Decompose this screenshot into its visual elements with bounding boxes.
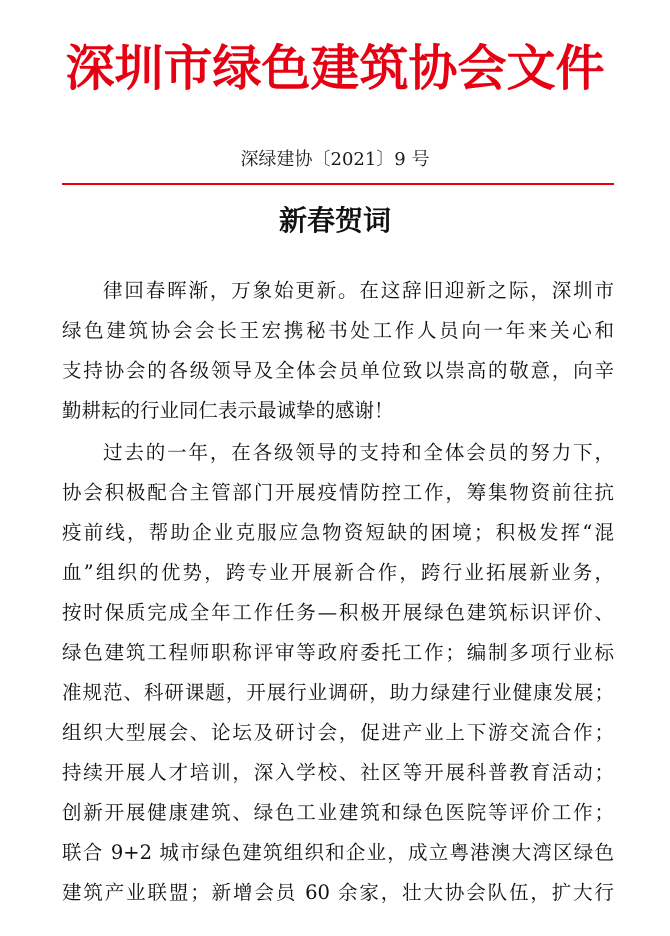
paragraph-line: 准规范、科研课题，开展行业调研，助力绿建行业健康发展； [62, 681, 614, 704]
paragraph-line: 组织大型展会、论坛及研讨会，促进产业上下游交流合作； [62, 721, 614, 744]
paragraph-line: 过去的一年，在各级领导的支持和全体会员的努力下， [103, 441, 614, 464]
document-header-title: 深圳市绿色建筑协会文件 [65, 39, 605, 97]
paragraph-line: 绿色建筑工程师职称评审等政府委托工作；编制多项行业标 [62, 641, 614, 664]
document-body [62, 271, 614, 913]
paragraph-line: 律回春晖渐，万象始更新。在这辞旧迎新之际，深圳市 [103, 279, 614, 302]
paragraph-line: 持续开展人才培训，深入学校、社区等开展科普教育活动； [62, 761, 614, 784]
paragraph-2 [62, 433, 614, 913]
document-heading: 新春贺词 [278, 204, 391, 237]
paragraph-line: 建筑产业联盟；新增会员 60 余家，壮大协会队伍，扩大行 [62, 881, 614, 904]
paragraph-1 [62, 271, 614, 431]
paragraph-line: 联合 9+2 城市绿色建筑组织和企业，成立粤港澳大湾区绿色 [62, 841, 614, 864]
paragraph-line: 血”组织的优势，跨专业开展新合作，跨行业拓展新业务， [62, 561, 614, 584]
paragraph-line: 绿色建筑协会会长王宏携秘书处工作人员向一年来关心和 [62, 319, 614, 342]
paragraph-line: 创新开展健康建筑、绿色工业建筑和绿色医院等评价工作； [62, 801, 614, 824]
header-red-rule [62, 183, 614, 185]
paragraph-line: 支持协会的各级领导及全体会员单位致以崇高的敬意，向辛 [62, 359, 614, 382]
paragraph-line: 协会积极配合主管部门开展疫情防控工作，筹集物资前往抗 [62, 481, 614, 504]
paragraph-line: 按时保质完成全年工作任务—积极开展绿色建筑标识评价、 [62, 601, 614, 624]
paragraph-line: 勤耕耘的行业同仁表示最诚挚的感谢！ [62, 399, 394, 422]
paragraph-line: 疫前线，帮助企业克服应急物资短缺的困境；积极发挥“混 [62, 521, 614, 544]
document-number: 深绿建协〔2021〕9 号 [240, 149, 430, 170]
